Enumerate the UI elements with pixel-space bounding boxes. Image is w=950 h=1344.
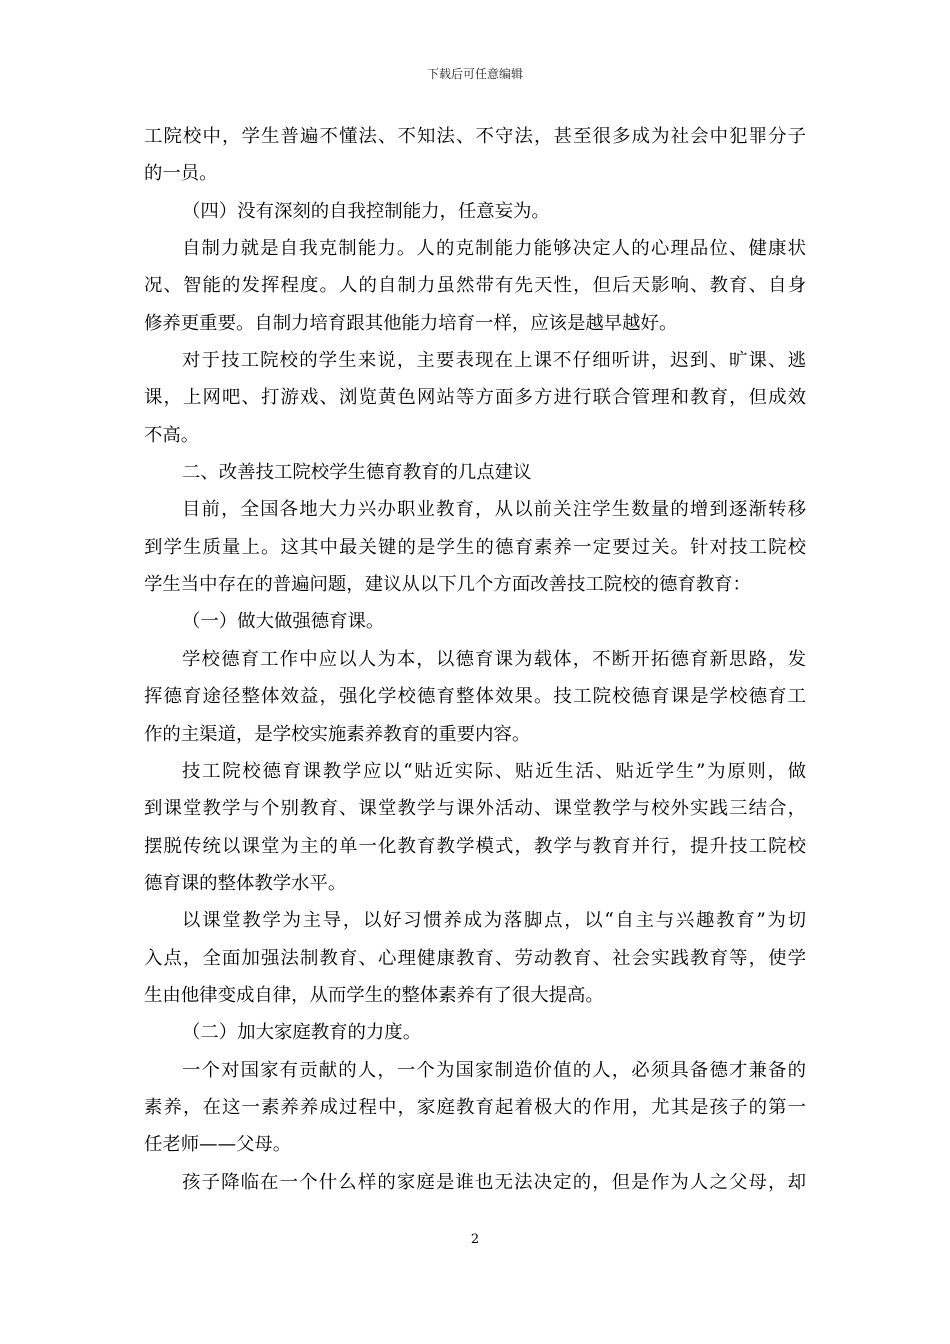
text-line: 孩子降临在一个什么样的家庭是谁也无法决定的，但是作为人之父母，却 [182, 1171, 806, 1193]
text-line: 挥德育途径整体效益，强化学校德育整体效果。技工院校德育课是学校德育工 [144, 686, 806, 708]
text-line: 对于技工院校的学生来说，主要表现在上课不仔细听讲，迟到、旷课、逃 [182, 350, 806, 372]
text-line: 况、智能的发挥程度。人的自制力虽然带有先天性，但后天影响、教育、自身 [144, 275, 806, 297]
text-line: 摆脱传统以课堂为主的单一化教育教学模式，教学与教育并行，提升技工院校 [144, 835, 806, 857]
text-line: 作的主渠道，是学校实施素养教育的重要内容。 [144, 723, 531, 745]
text-line: 学生当中存在的普遍问题，建议从以下几个方面改善技工院校的德育教育： [144, 574, 751, 596]
text-line: 自制力就是自我克制能力。人的克制能力能够决定人的心理品位、健康状 [182, 238, 806, 260]
text-line: 学校德育工作中应以人为本，以德育课为载体，不断开拓德育新思路，发 [182, 648, 806, 670]
text-line: （一）做大做强德育课。 [182, 611, 385, 633]
text-line: 二、改善技工院校学生德育教育的几点建议 [182, 462, 532, 484]
text-line: 不高。 [144, 424, 200, 446]
text-line: 入点，全面加强法制教育、心理健康教育、劳动教育、社会实践教育等，使学 [144, 947, 806, 969]
text-line: 任老师——父母。 [144, 1134, 292, 1156]
document-body [144, 118, 806, 1201]
text-line: 到课堂教学与个别教育、课堂教学与课外活动、课堂教学与校外实践三结合， [144, 798, 806, 820]
text-line: 到学生质量上。这其中最关键的是学生的德育素养一定要过关。针对技工院校 [144, 536, 806, 558]
text-line: 的一员。 [144, 163, 218, 185]
text-line: 工院校中，学生普遍不懂法、不知法、不守法，甚至很多成为社会中犯罪分子 [144, 126, 806, 147]
text-line: 目前，全国各地大力兴办职业教育，从以前关注学生数量的增到逐渐转移 [182, 499, 806, 521]
text-line: 以课堂教学为主导，以好习惯养成为落脚点，以“自主与兴趣教育”为切 [182, 910, 806, 932]
text-line: 课，上网吧、打游戏、浏览黄色网站等方面多方进行联合管理和教育，但成效 [144, 387, 806, 409]
text-line: 德育课的整体教学水平。 [144, 872, 347, 894]
page-header: 下载后可任意编辑 [426, 67, 523, 81]
page-number: 2 [470, 1232, 480, 1247]
text-line: （四）没有深刻的自我控制能力，任意妄为。 [182, 200, 550, 222]
text-line: 修养更重要。自制力培育跟其他能力培育一样，应该是越早越好。 [144, 312, 678, 334]
text-line: 生由他律变成自律，从而学生的整体素养有了很大提高。 [144, 984, 604, 1006]
text-line: 一个对国家有贡献的人，一个为国家制造价值的人，必须具备德才兼备的 [182, 1059, 806, 1081]
text-line: （二）加大家庭教育的力度。 [182, 1022, 422, 1044]
text-line: 技工院校德育课教学应以“贴近实际、贴近生活、贴近学生”为原则，做 [182, 760, 806, 782]
text-line: 素养，在这一素养养成过程中，家庭教育起着极大的作用，尤其是孩子的第一 [144, 1096, 806, 1118]
